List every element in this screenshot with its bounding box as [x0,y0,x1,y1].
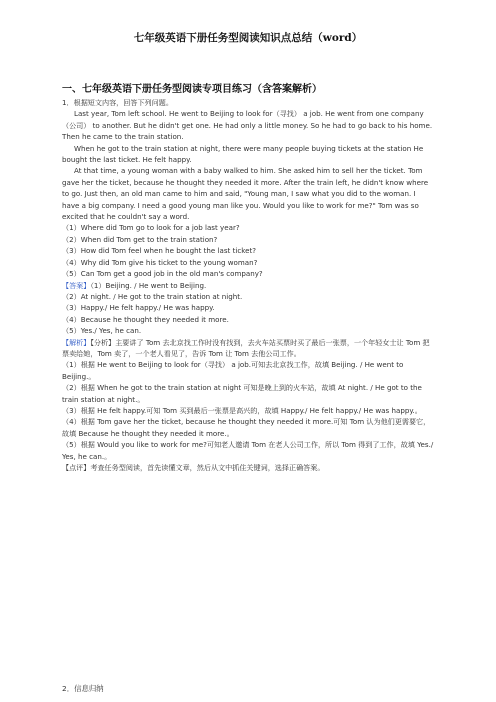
answer-item: （2）At night. / He got to the train station at night. [62,291,243,301]
question-item: （2）When did Tom get to the train station? [62,234,218,244]
passage-paragraph: Last year, Tom left school. He went to Beijing to look for（寻找） a job. He went from one company（公司） to another. But he didn't get one. He had only a little money. So he had to go back to his home. Then he came to the train station. [62,109,433,142]
analysis-item: （5）根据 Would you like to work for me?可知老人邀请 Tom 在老人公司工作，所以 Tom 得到了工作，故填 Yes./ Yes, he can.。 [62,440,434,461]
analysis-item: （2）根据 When he got to the train station at night 可知是晚上到的火车站，故填 At night. / He got to the train station at night.。 [62,383,422,404]
analysis-item: （1）根据 He went to Beijing to look for（寻找） a job.可知去北京找工作，故填 Beijing. / He went to Beijing.。 [62,360,404,381]
document-title: 七年级英语下册任务型阅读知识点总结（word） [133,32,363,44]
analysis-intro: 【分析】主要讲了 Tom 去北京找工作时没有找到，去火车站买票时买了最后一张票，一个年轻女士让 Tom 把票卖给她，Tom 卖了，一个老人看见了，告诉 Tom 让 Tom 去他公司工作。 [62,337,430,358]
question-item: （3）How did Tom feel when he bought the last ticket? [62,246,257,256]
analysis-tag: 【解析】 [62,337,91,347]
question-item: （4）Why did Tom give his ticket to the young woman? [62,257,258,267]
answer-tag: 【答案】 [62,280,91,290]
comment-line: 【点评】考查任务型阅读，首先读懂文章，然后从文中抓住关键词，选择正确答案。 [62,463,325,472]
question-intro: 1．根据短文内容，回答下列问题。 [62,98,173,107]
passage-paragraph: When he got to the train station at night, there were many people buying tickets at the station He bought the last ticket. He felt happy. [62,143,424,165]
answer-item: （3）Happy./ He felt happy./ He was happy. [62,303,215,313]
section-heading: 一、七年级英语下册任务型阅读专项目练习（含答案解析） [62,84,322,95]
answer-item: （1）Beijing. / He went to Beijing. [90,280,207,290]
analysis-line [62,337,434,360]
content-body [62,97,434,473]
answer-item: （5）Yes./ Yes, he can. [62,326,142,336]
analysis-item: （3）根据 He felt happy.可知 Tom 买到最后一张票是高兴的，故填 Happy./ He felt happy./ He was happy.。 [62,405,422,415]
answer-item: （4）Because he thought they needed it more. [62,314,229,324]
passage-paragraph: At that time, a young woman with a baby walked to him. She asked him to sell her the ticket. Tom gave her the ticket, because he thought they needed it more. After the train left, he didn't know where to go. Just then, an old man came to him and said, "Young man, I saw what you did to the woman. I have a big company. I need a good young man like you. Would you like to work for me?" Tom was so excited that he couldn't say a word. [62,166,429,222]
answer-line [62,280,434,291]
question-item: （5）Can Tom get a good job in the old man's company? [62,269,263,279]
analysis-item: （4）根据 Tom gave her the ticket, because he thought they needed it more.可知 Tom 认为他们更需要它，故填 Because he thought they needed it more.。 [62,417,431,438]
question-2-intro: 2．信息归纳 [62,684,104,693]
question-item: （1）Where did Tom go to look for a job last year? [62,223,240,233]
